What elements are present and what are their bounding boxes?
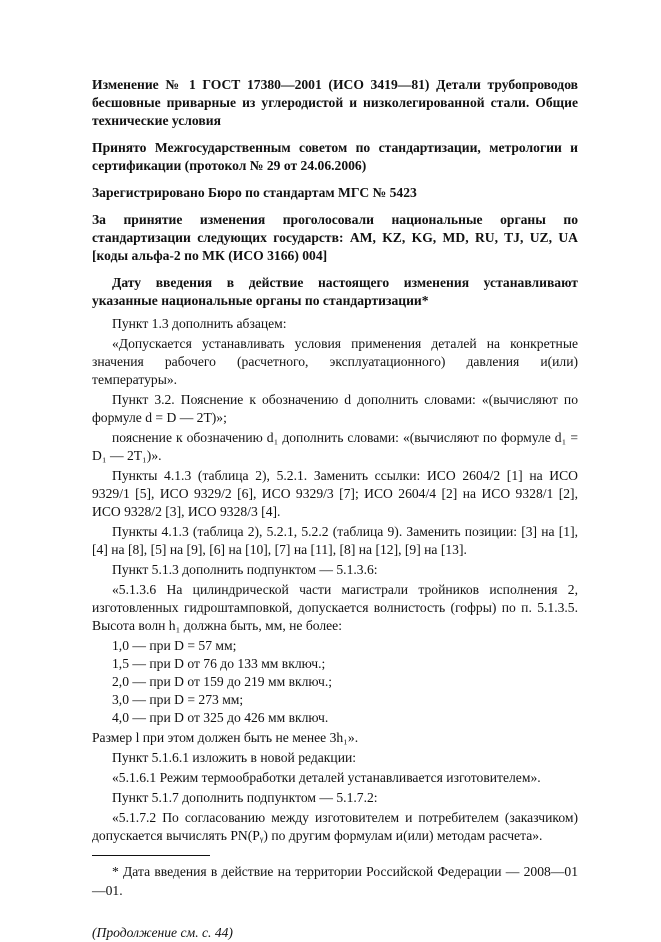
body-paragraph: Пункт 5.1.3 дополнить подпунктом — 5.1.3.6: [112, 562, 378, 577]
amendment-title: Изменение № 1 ГОСТ 17380—2001 (ИСО 3419—81) Детали трубопроводов бесшовные приварные из углеродистой и низколегированной стали. Общие технические условия [92, 77, 578, 128]
body-paragraph: Пункт 5.1.6.1 изложить в новой редакции: [112, 750, 357, 765]
body-paragraph: Пункт 5.1.7 дополнить подпунктом — 5.1.7.2: [112, 790, 378, 805]
body-paragraph: Размер l при этом должен быть не менее 3h₁». [92, 730, 359, 745]
body-paragraph: Пункты 4.1.3 (таблица 2), 5.2.1, 5.2.2 (таблица 9). Заменить позиции: [3] на [1], [4] на [8], [5] на [9], [6] на [10], [7] на [11], [8] на [12], [9] на [13]. [92, 524, 578, 557]
body-paragraph: пояснение к обозначению d₁ дополнить словами: «(вычисляют по формуле d₁ = D₁ — 2T₁)». [92, 430, 578, 463]
body-paragraph: «5.1.6.1 Режим термообработки деталей устанавливается изготовителем». [112, 770, 541, 785]
body-paragraph: «5.1.7.2 По согласованию между изготовителем и потребителем (заказчиком) допускается вычислять PN(Pᵧ) по другим формулам и(или) методам расчета». [92, 810, 578, 843]
list-item: 1,0 — при D = 57 мм; [112, 638, 237, 653]
body-paragraph: «5.1.3.6 На цилиндрической части магистрали тройников исполнения 2, изготовленных гидроштамповкой, допускается волнистость (гофры) по п. 5.1.3.5. Высота волн h₁ должна быть, мм, не более: [92, 582, 578, 633]
adopted-statement: Принято Межгосударственным советом по стандартизации, метрологии и сертификации (протокол № 29 от 24.06.2006) [92, 140, 578, 173]
body-paragraph: Пункт 3.2. Пояснение к обозначению d дополнить словами: «(вычисляют по формуле d = D — 2T)»; [92, 392, 578, 425]
effective-date-statement: Дату введения в действие настоящего изменения устанавливают указанные национальные органы по стандартизации* [92, 275, 578, 308]
document-page [92, 76, 578, 942]
list-item: 2,0 — при D от 159 до 219 мм включ.; [112, 674, 333, 689]
body-paragraph: Пункты 4.1.3 (таблица 2), 5.2.1. Заменить ссылки: ИСО 2604/2 [1] на ИСО 9329/1 [5], ИСО 9329/2 [6], ИСО 9329/3 [7]; ИСО 2604/4 [2] на ИСО 9328/1 [2], ИСО 9328/2 [3], ИСО 9328/3 [4]. [92, 468, 578, 519]
continuation-note: (Продолжение см. с. 44) [92, 925, 233, 940]
footnote-divider [92, 855, 210, 856]
list-item: 1,5 — при D от 76 до 133 мм включ.; [112, 656, 326, 671]
list-item: 4,0 — при D от 325 до 426 мм включ. [112, 710, 329, 725]
footnote: * Дата введения в действие на территории Российской Федерации — 2008—01—01. [92, 864, 578, 898]
body-paragraph: Пункт 1.3 дополнить абзацем: [112, 316, 287, 331]
body-paragraph: «Допускается устанавливать условия применения деталей на конкретные значения рабочего (расчетного, эксплуатационного) давления и(или) температуры». [92, 336, 578, 387]
voting-statement: За принятие изменения проголосовали национальные органы по стандартизации следующих государств: AM, KZ, KG, MD, RU, TJ, UZ, UA [коды альфа-2 по МК (ИСО 3166) 004] [92, 212, 578, 263]
list-item: 3,0 — при D = 273 мм; [112, 692, 244, 707]
registration-statement: Зарегистрировано Бюро по стандартам МГС № 5423 [92, 185, 417, 200]
